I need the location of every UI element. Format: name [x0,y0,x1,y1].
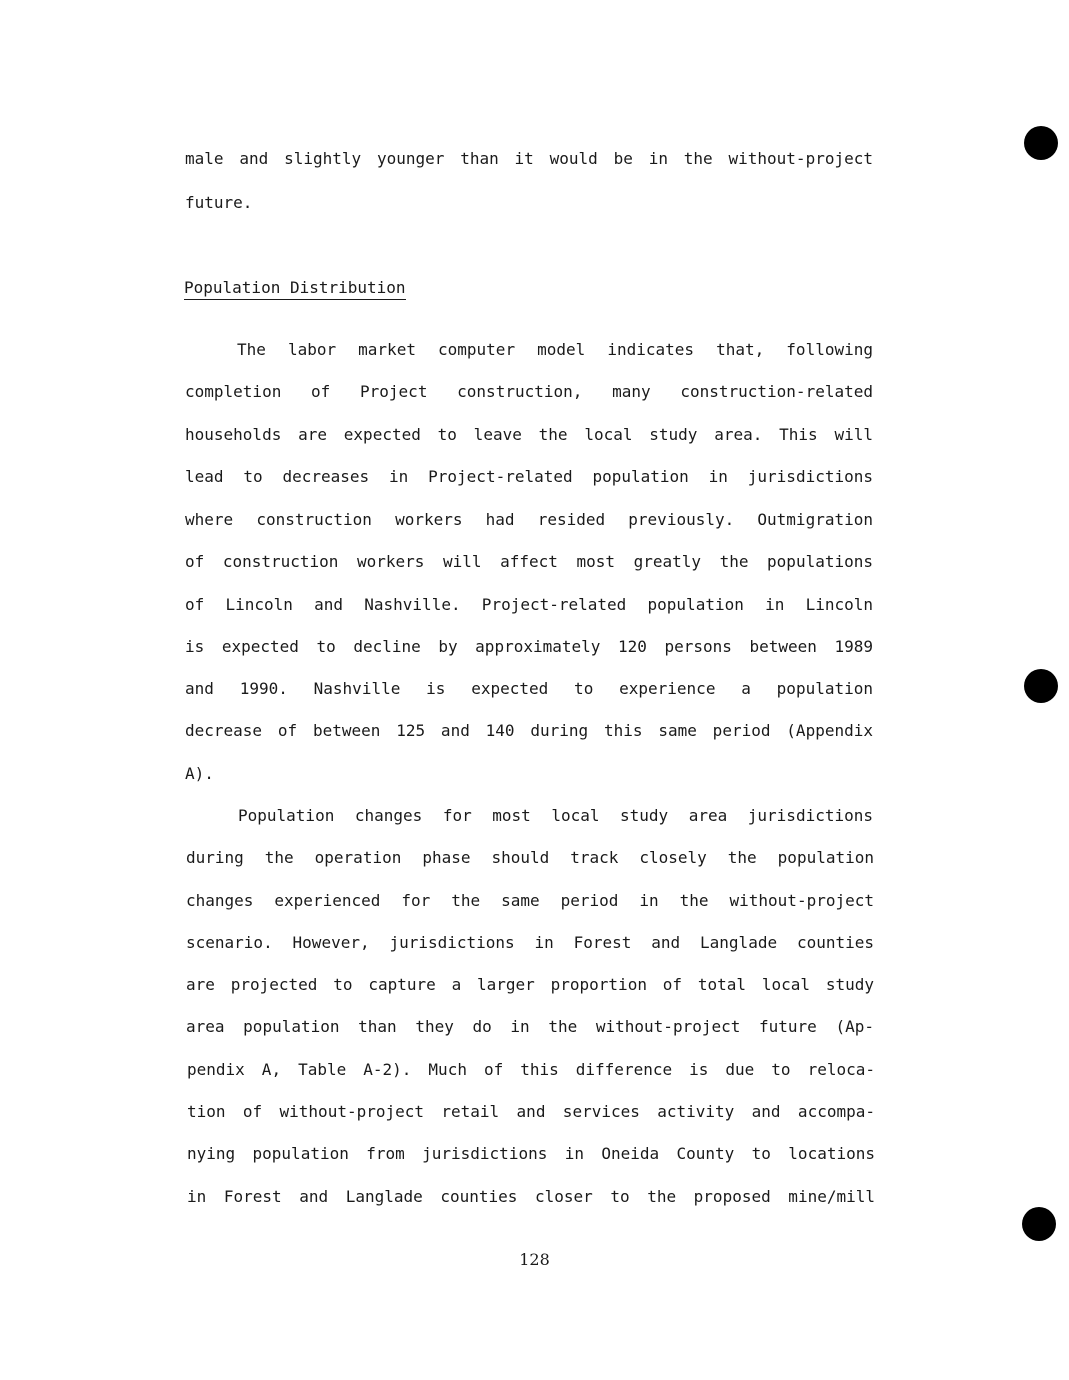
text-line: of construction workers will affect most greatly the populations [185,552,873,571]
text-line: tion of without-project retail and services activity and accompa- [187,1102,875,1121]
text-line: of Lincoln and Nashville. Project-related population in Lincoln [185,595,873,614]
text-line: scenario. However, jurisdictions in Forest and Langlade counties [186,933,874,952]
text-line: changes experienced for the same period in the without-project [186,891,874,910]
text-line: The labor market computer model indicates that, following [237,340,873,359]
punch-hole-bottom [1022,1207,1056,1241]
text-line: are projected to capture a larger proportion of total local study [186,975,874,994]
text-line: completion of Project construction, many construction-related [185,382,873,401]
text-line: A). [185,764,214,783]
text-line: in Forest and Langlade counties closer to the proposed mine/mill [187,1187,875,1206]
text-line: area population than they do in the without-project future (Ap- [186,1017,874,1036]
text-line: during the operation phase should track closely the population [186,848,874,867]
text-line: decrease of between 125 and 140 during this same period (Appendix [185,721,873,740]
text-line: and 1990. Nashville is expected to experience a population [185,679,873,698]
text-line: nying population from jurisdictions in Oneida County to locations [187,1144,875,1163]
text-line: Population changes for most local study area jurisdictions [238,806,873,825]
text-line: households are expected to leave the local study area. This will [185,425,873,444]
punch-hole-top [1024,126,1058,160]
page-number: 128 [519,1250,550,1269]
text-line: lead to decreases in Project-related population in jurisdictions [185,467,873,486]
punch-hole-middle [1024,669,1058,703]
text-line: where construction workers had resided previously. Outmigration [185,510,873,529]
text-line: is expected to decline by approximately 120 persons between 1989 [185,637,873,656]
text-line: future. [185,193,253,212]
section-heading: Population Distribution [184,278,406,300]
text-line: pendix A, Table A-2). Much of this difference is due to reloca- [187,1060,875,1079]
text-line: male and slightly younger than it would be in the without-project [185,149,873,168]
